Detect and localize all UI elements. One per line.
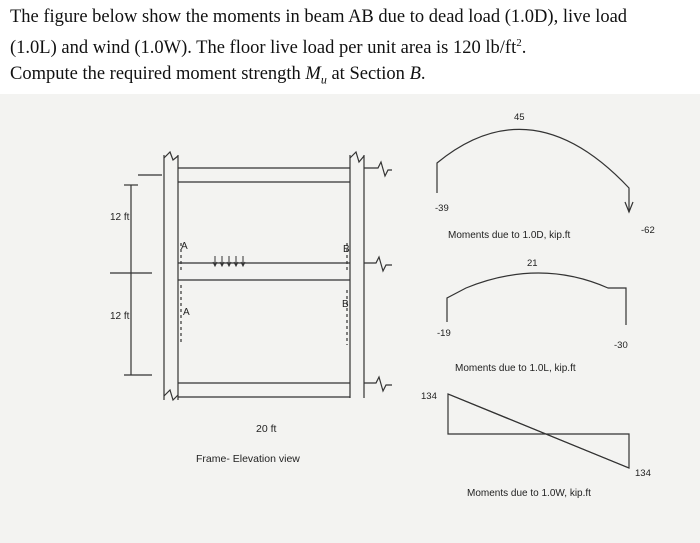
moment-subscript: u xyxy=(320,72,327,87)
section-label-A-upper: A xyxy=(181,241,188,252)
section-label-A-lower: A xyxy=(183,307,190,318)
live-load-diagram xyxy=(447,273,626,325)
dead-load-diagram xyxy=(437,129,629,212)
problem-statement xyxy=(10,4,695,93)
wind-left-value: 134 xyxy=(421,391,437,402)
dead-left-value: -39 xyxy=(435,203,449,214)
live-right-value: -30 xyxy=(614,340,628,351)
live-caption: Moments due to 1.0L, kip.ft xyxy=(455,363,576,374)
dimension-label-lower: 12 ft xyxy=(110,311,130,322)
span-label: 20 ft xyxy=(256,423,277,435)
problem-line-3: Compute the required moment strength $M_u$ at Section B. xyxy=(10,64,426,87)
moment-diagrams xyxy=(437,129,633,468)
figure xyxy=(0,94,700,543)
live-left-value: -19 xyxy=(437,328,451,339)
frame-elevation xyxy=(110,152,392,400)
problem-line-1: The figure below show the moments in beam AB due to dead load (1.0D), live load xyxy=(10,7,628,27)
section-label-B-lower: B xyxy=(342,299,349,310)
dead-caption: Moments due to 1.0D, kip.ft xyxy=(448,230,571,241)
break-symbol-left-top xyxy=(164,152,178,160)
break-symbol-right-top xyxy=(350,152,364,162)
wind-load-diagonal xyxy=(448,394,629,468)
break-symbol-right-roof xyxy=(364,162,392,176)
section-label-B-upper: B xyxy=(343,244,350,255)
break-symbol-left-base xyxy=(164,390,178,400)
problem-line-2: (1.0L) and wind (1.0W). The floor live load per unit area is 120 $lb/ft^2$. xyxy=(10,37,527,59)
section-label: B xyxy=(409,64,421,85)
break-symbol-right-floor xyxy=(364,257,392,271)
wind-right-value: 134 xyxy=(635,468,651,479)
live-peak-value: 21 xyxy=(527,258,538,269)
moment-variable: M xyxy=(305,64,321,85)
wind-caption: Moments due to 1.0W, kip.ft xyxy=(467,488,591,499)
break-symbol-right-base xyxy=(364,377,392,391)
frame-caption: Frame- Elevation view xyxy=(196,453,300,465)
dead-peak-value: 45 xyxy=(514,112,525,123)
dimension-label-upper: 12 ft xyxy=(110,212,130,223)
dead-right-value: -62 xyxy=(641,225,655,236)
exponent: 2 xyxy=(516,37,522,49)
distributed-load-arrows xyxy=(213,256,245,266)
